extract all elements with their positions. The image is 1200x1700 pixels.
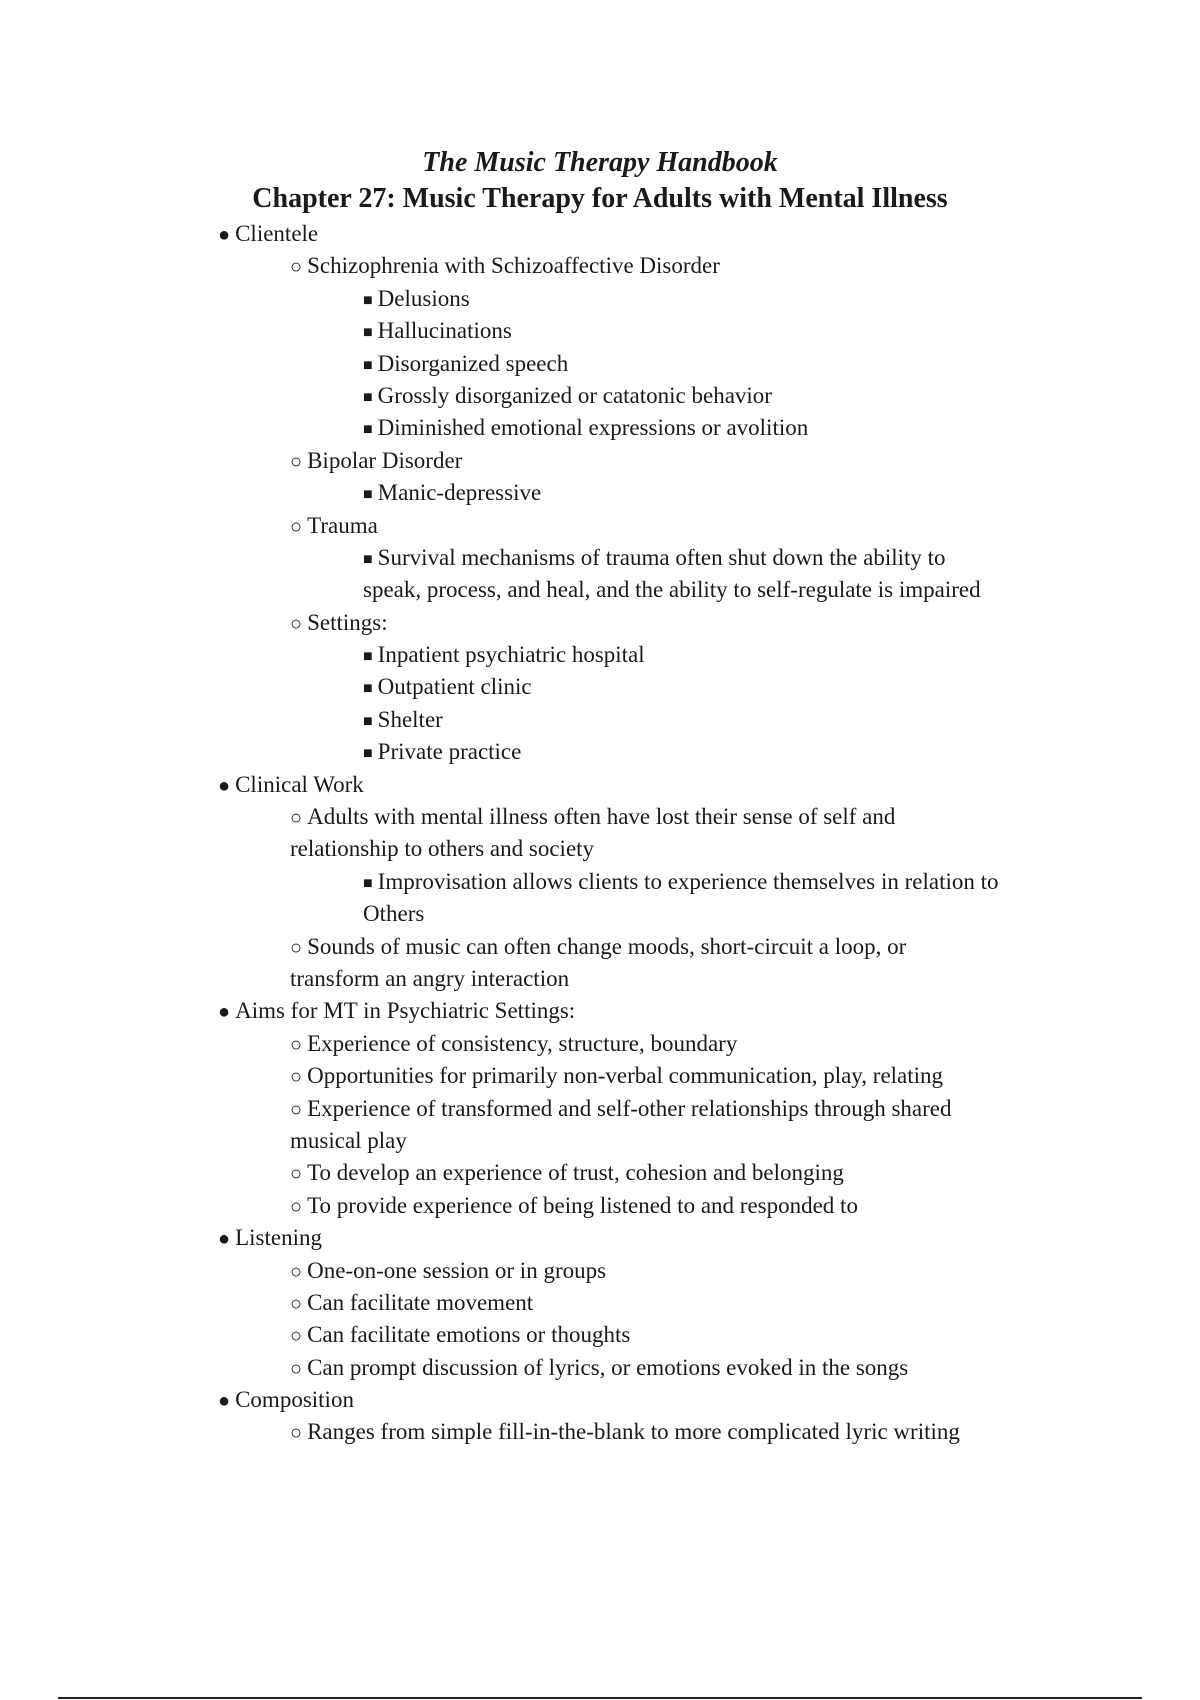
bullet-square-icon: ■ [363, 550, 373, 568]
outline-item-text: Grossly disorganized or catatonic behavior [377, 382, 772, 408]
outline-item-level2 [0, 607, 1200, 639]
outline-item-text: Outpatient clinic [377, 674, 532, 700]
outline-item-text: Aims for MT in Psychiatric Settings: [235, 998, 576, 1024]
bullet-square-icon: ■ [363, 388, 373, 406]
bullet-square-icon: ■ [363, 745, 373, 763]
outline-item-level2 [0, 1287, 1200, 1319]
outline-item-level1 [0, 218, 1200, 250]
outline-item-text: Listening [235, 1225, 322, 1251]
outline-item-text: Disorganized speech [377, 350, 569, 376]
bullet-circle-icon: ○ [290, 1422, 303, 1445]
outline-item-level3 [0, 380, 1200, 412]
outline-item-level2 [0, 1319, 1200, 1351]
outline-item-level2 [0, 931, 1200, 963]
outline-item-text: Trauma [307, 512, 378, 538]
outline-item-continuation: speak, process, and heal, and the ability to self-regulate is impaired [363, 577, 981, 603]
outline-item-level3 [0, 348, 1200, 380]
bullet-square-icon: ■ [363, 356, 373, 374]
outline-item-level2 [0, 1060, 1200, 1092]
bullet-disc-icon: ● [218, 1228, 231, 1251]
outline-item-text: Improvisation allows clients to experience themselves in relation to [377, 868, 999, 894]
outline-item-text: Can facilitate movement [307, 1289, 534, 1315]
notes-outline [0, 218, 1200, 1449]
bullet-circle-icon: ○ [290, 1066, 303, 1089]
footer-rule [58, 1697, 1142, 1699]
outline-item-level3 [0, 477, 1200, 509]
outline-item-text: Hallucinations [377, 318, 512, 344]
outline-item-level3 [0, 736, 1200, 768]
bullet-square-icon: ■ [363, 324, 373, 342]
outline-item-level2 [0, 1093, 1200, 1125]
bullet-square-icon: ■ [363, 874, 373, 892]
outline-item-text: Inpatient psychiatric hospital [377, 642, 645, 668]
bullet-circle-icon: ○ [290, 256, 303, 279]
outline-item-text: Can prompt discussion of lyrics, or emotions evoked in the songs [307, 1354, 909, 1380]
bullet-circle-icon: ○ [290, 1357, 303, 1380]
outline-item-continuation: musical play [290, 1127, 407, 1153]
outline-item-text: Composition [235, 1387, 354, 1413]
outline-item-level2 [0, 445, 1200, 477]
outline-item-level2 [0, 1157, 1200, 1189]
outline-item-level2 [0, 801, 1200, 833]
outline-item-level3 [0, 315, 1200, 347]
bullet-circle-icon: ○ [290, 807, 303, 830]
bullet-circle-icon: ○ [290, 1195, 303, 1218]
outline-item-text: Settings: [307, 609, 388, 635]
outline-item-level1 [0, 1384, 1200, 1416]
bullet-circle-icon: ○ [290, 1163, 303, 1186]
bullet-circle-icon: ○ [290, 1325, 303, 1348]
outline-item-text: Sounds of music can often change moods, short-circuit a loop, or [307, 933, 907, 959]
outline-item-text: Survival mechanisms of trauma often shut down the ability to [377, 544, 946, 570]
outline-item-text: Diminished emotional expressions or avolition [377, 415, 809, 441]
bullet-circle-icon: ○ [290, 1260, 303, 1283]
bullet-square-icon: ■ [363, 712, 373, 730]
bullet-circle-icon: ○ [290, 612, 303, 635]
outline-item-text: Ranges from simple fill-in-the-blank to more complicated lyric writing [307, 1419, 960, 1445]
outline-item-text: To provide experience of being listened to and responded to [307, 1192, 858, 1218]
bullet-circle-icon: ○ [290, 515, 303, 538]
bullet-circle-icon: ○ [290, 1292, 303, 1315]
outline-item-level2 [0, 1255, 1200, 1287]
outline-item-level3 [0, 866, 1200, 898]
outline-item-text: Experience of consistency, structure, boundary [307, 1030, 738, 1056]
outline-item-text: Experience of transformed and self-other relationships through shared [307, 1095, 952, 1121]
outline-item-text: Can facilitate emotions or thoughts [307, 1322, 631, 1348]
outline-item-text: To develop an experience of trust, cohesion and belonging [307, 1160, 844, 1186]
outline-item-level2 [0, 1416, 1200, 1448]
bullet-square-icon: ■ [363, 648, 373, 666]
bullet-circle-icon: ○ [290, 1033, 303, 1056]
outline-item-level2 [0, 1352, 1200, 1384]
outline-item-level1 [0, 995, 1200, 1027]
outline-item-level1 [0, 1222, 1200, 1254]
outline-item-text: Bipolar Disorder [307, 447, 463, 473]
outline-item-text: Clinical Work [235, 771, 364, 797]
outline-item-text: Private practice [377, 739, 522, 765]
chapter-title: Chapter 27: Music Therapy for Adults with Mental Illness [252, 183, 948, 214]
bullet-disc-icon: ● [218, 774, 231, 797]
outline-item-text: Clientele [235, 221, 319, 246]
outline-item-level1 [0, 769, 1200, 801]
outline-item-text: Manic-depressive [377, 480, 542, 506]
bullet-square-icon: ■ [363, 421, 373, 439]
outline-item-level3 [0, 542, 1200, 574]
outline-item-continuation: Others [363, 901, 425, 927]
book-title: The Music Therapy Handbook [422, 147, 778, 178]
bullet-disc-icon: ● [218, 1001, 231, 1024]
outline-item-text: Schizophrenia with Schizoaffective Disorder [307, 253, 720, 279]
bullet-square-icon: ■ [363, 291, 373, 309]
outline-item-text: Adults with mental illness often have lost their sense of self and [307, 804, 896, 830]
outline-item-level3 [0, 704, 1200, 736]
outline-item-continuation: relationship to others and society [290, 836, 595, 862]
outline-item-text: Delusions [377, 285, 470, 311]
bullet-circle-icon: ○ [290, 936, 303, 959]
bullet-disc-icon: ● [218, 1390, 231, 1413]
outline-item-level3 [0, 412, 1200, 444]
outline-item-text: One-on-one session or in groups [307, 1257, 607, 1283]
outline-item-level3 [0, 639, 1200, 671]
bullet-square-icon: ■ [363, 486, 373, 504]
outline-item-text: Opportunities for primarily non-verbal communication, play, relating [307, 1063, 944, 1089]
outline-item-text: Shelter [377, 706, 443, 732]
outline-item-level2 [0, 1190, 1200, 1222]
outline-item-level2 [0, 1028, 1200, 1060]
outline-item-level2 [0, 510, 1200, 542]
bullet-square-icon: ■ [363, 680, 373, 698]
bullet-disc-icon: ● [218, 224, 231, 246]
outline-item-level3 [0, 671, 1200, 703]
bullet-circle-icon: ○ [290, 1098, 303, 1121]
outline-item-continuation: transform an angry interaction [290, 965, 570, 991]
outline-item-level2 [0, 250, 1200, 282]
bullet-circle-icon: ○ [290, 450, 303, 473]
outline-item-level3 [0, 283, 1200, 315]
